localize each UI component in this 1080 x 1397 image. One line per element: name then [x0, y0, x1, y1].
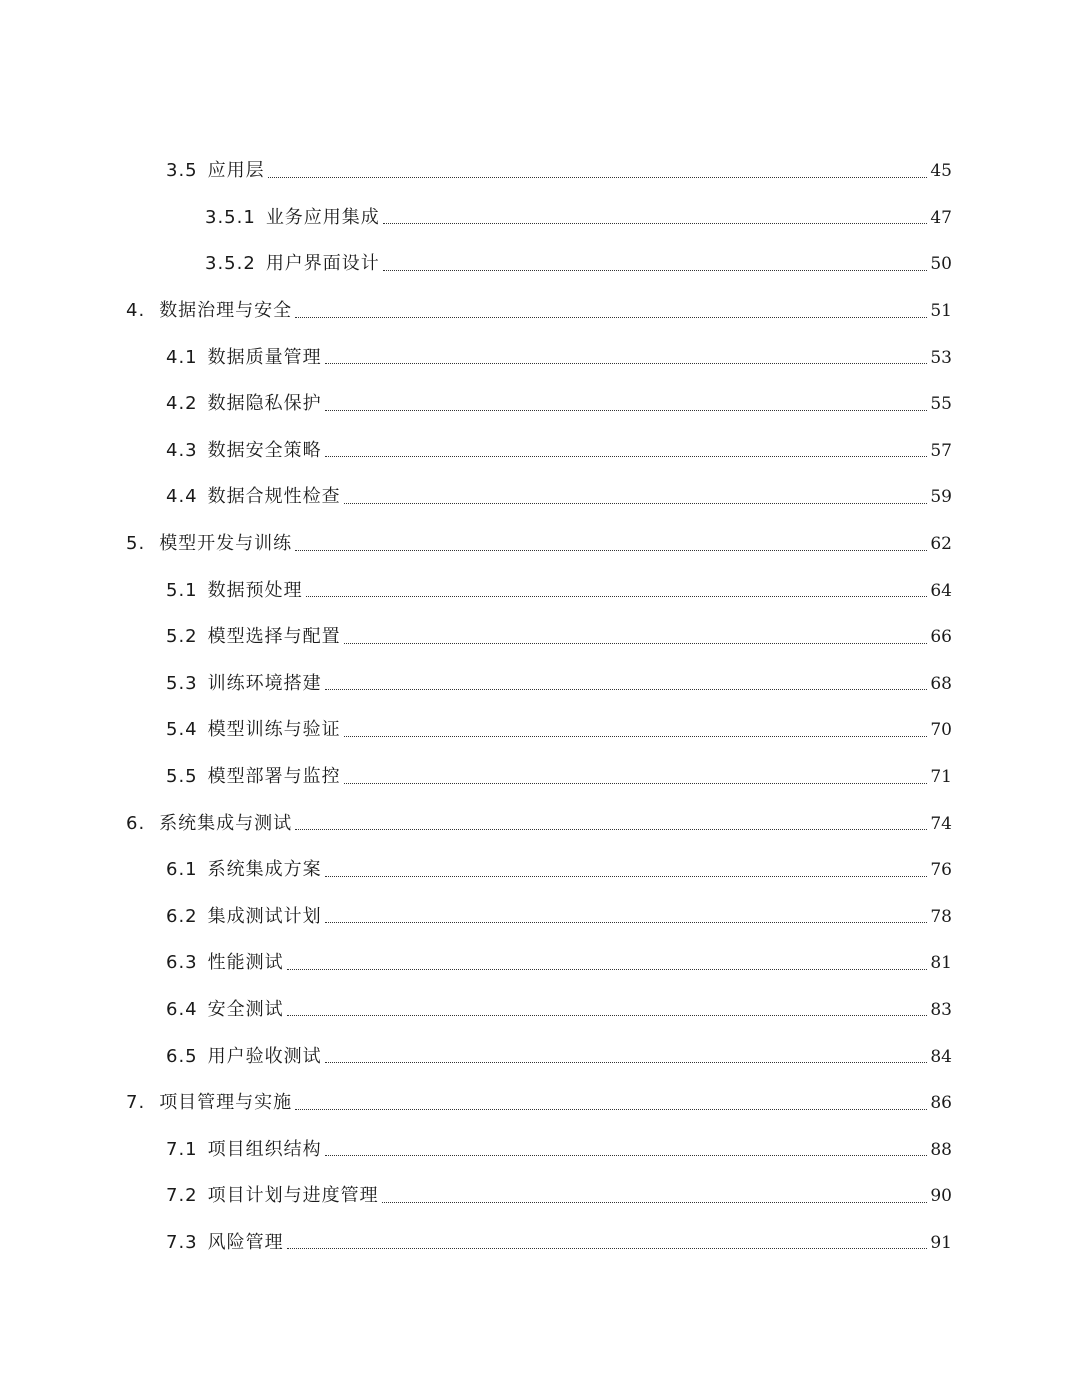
toc-section-title: 数据预处理 — [207, 579, 303, 601]
toc-section-number: 4.4 — [166, 486, 198, 508]
toc-page-number: 45 — [930, 161, 952, 182]
toc-entry[interactable] — [0, 754, 1080, 801]
toc-entry[interactable] — [0, 800, 1080, 847]
toc-section-number: 4.2 — [166, 393, 198, 415]
toc-section-number: 5.4 — [166, 719, 198, 741]
toc-page-number: 78 — [930, 906, 952, 927]
toc-section-number: 4. — [126, 300, 146, 322]
toc-dot-leader — [325, 456, 927, 457]
toc-page-number: 84 — [930, 1046, 952, 1067]
toc-section-title: 项目组织结构 — [207, 1138, 322, 1160]
toc-page-number: 51 — [930, 301, 952, 322]
toc-section-title: 模型部署与监控 — [207, 766, 341, 788]
toc-dot-leader — [344, 736, 927, 737]
toc-page-number: 71 — [930, 767, 952, 788]
toc-section-title: 安全测试 — [207, 998, 284, 1020]
toc-dot-leader — [383, 223, 927, 224]
toc-dot-leader — [325, 363, 927, 364]
toc-section-title: 模型训练与验证 — [207, 719, 341, 741]
toc-dot-leader — [325, 689, 927, 690]
toc-dot-leader — [287, 1015, 927, 1016]
toc-dot-leader — [344, 783, 927, 784]
toc-entry[interactable] — [0, 894, 1080, 941]
toc-entry[interactable] — [0, 661, 1080, 708]
toc-section-number: 6.1 — [166, 859, 198, 881]
toc-dot-leader — [344, 643, 927, 644]
toc-dot-leader — [325, 410, 927, 411]
toc-section-number: 6.4 — [166, 998, 198, 1020]
toc-dot-leader — [306, 596, 927, 597]
toc-section-number: 6.3 — [166, 952, 198, 974]
toc-section-number: 7.1 — [166, 1138, 198, 1160]
toc-page-number: 66 — [930, 627, 952, 648]
toc-section-title: 项目管理与实施 — [159, 1092, 293, 1114]
toc-page-number: 64 — [930, 580, 952, 601]
toc-dot-leader — [287, 969, 927, 970]
toc-section-title: 项目计划与进度管理 — [207, 1185, 379, 1207]
toc-entry[interactable] — [0, 987, 1080, 1034]
toc-entry[interactable] — [0, 1220, 1080, 1267]
toc-entry[interactable] — [0, 381, 1080, 428]
toc-entry[interactable] — [0, 428, 1080, 475]
toc-entry[interactable] — [0, 1126, 1080, 1173]
toc-page-number: 83 — [930, 999, 952, 1020]
toc-section-number: 3.5 — [166, 160, 198, 182]
toc-section-title: 系统集成方案 — [207, 859, 322, 881]
toc-page-number: 57 — [930, 440, 952, 461]
toc-section-title: 性能测试 — [207, 952, 284, 974]
toc-entry[interactable] — [0, 195, 1080, 242]
toc-page-number: 86 — [930, 1093, 952, 1114]
toc-page-number: 47 — [930, 207, 952, 228]
table-of-contents — [0, 148, 1080, 1266]
toc-entry[interactable] — [0, 567, 1080, 614]
toc-section-title: 业务应用集成 — [265, 206, 380, 228]
toc-section-title: 应用层 — [207, 160, 265, 182]
toc-section-title: 集成测试计划 — [207, 905, 322, 927]
toc-page-number: 68 — [930, 673, 952, 694]
toc-section-title: 数据隐私保护 — [207, 393, 322, 415]
toc-entry[interactable] — [0, 334, 1080, 381]
toc-page-number: 90 — [930, 1186, 952, 1207]
toc-dot-leader — [382, 1202, 927, 1203]
toc-dot-leader — [344, 503, 927, 504]
toc-page-number: 74 — [930, 813, 952, 834]
toc-entry[interactable] — [0, 1173, 1080, 1220]
toc-entry[interactable] — [0, 521, 1080, 568]
toc-entry[interactable] — [0, 288, 1080, 335]
toc-page-number: 70 — [930, 720, 952, 741]
toc-page-number: 50 — [930, 254, 952, 275]
toc-section-number: 4.1 — [166, 346, 198, 368]
toc-section-title: 训练环境搭建 — [207, 672, 322, 694]
toc-entry[interactable] — [0, 1033, 1080, 1080]
toc-dot-leader — [295, 1109, 927, 1110]
toc-section-number: 5.5 — [166, 766, 198, 788]
toc-dot-leader — [325, 1062, 927, 1063]
toc-dot-leader — [295, 829, 927, 830]
toc-section-title: 数据安全策略 — [207, 439, 322, 461]
toc-page-number: 76 — [930, 860, 952, 881]
toc-entry[interactable] — [0, 614, 1080, 661]
toc-section-title: 系统集成与测试 — [159, 812, 293, 834]
toc-section-number: 7.2 — [166, 1185, 198, 1207]
toc-dot-leader — [295, 550, 927, 551]
toc-entry[interactable] — [0, 940, 1080, 987]
toc-dot-leader — [325, 876, 927, 877]
toc-section-number: 3.5.1 — [205, 206, 256, 228]
toc-section-number: 6.5 — [166, 1045, 198, 1067]
toc-page-number: 62 — [930, 534, 952, 555]
toc-dot-leader — [287, 1248, 927, 1249]
toc-page-number: 81 — [930, 953, 952, 974]
toc-section-number: 5. — [126, 533, 146, 555]
toc-dot-leader — [325, 1155, 927, 1156]
toc-section-title: 模型开发与训练 — [159, 533, 293, 555]
toc-entry[interactable] — [0, 241, 1080, 288]
toc-section-number: 6. — [126, 812, 146, 834]
toc-section-number: 5.2 — [166, 626, 198, 648]
toc-section-number: 5.3 — [166, 672, 198, 694]
toc-section-number: 7.3 — [166, 1231, 198, 1253]
toc-entry[interactable] — [0, 148, 1080, 195]
toc-section-title: 模型选择与配置 — [207, 626, 341, 648]
toc-section-title: 用户验收测试 — [207, 1045, 322, 1067]
toc-section-title: 用户界面设计 — [265, 253, 380, 275]
toc-dot-leader — [383, 270, 927, 271]
toc-entry[interactable] — [0, 707, 1080, 754]
toc-section-number: 6.2 — [166, 905, 198, 927]
toc-entry[interactable] — [0, 474, 1080, 521]
toc-entry[interactable] — [0, 1080, 1080, 1127]
toc-section-title: 数据合规性检查 — [207, 486, 341, 508]
toc-section-number: 7. — [126, 1092, 146, 1114]
toc-section-number: 5.1 — [166, 579, 198, 601]
toc-section-title: 数据质量管理 — [207, 346, 322, 368]
toc-section-number: 3.5.2 — [205, 253, 256, 275]
toc-dot-leader — [268, 177, 927, 178]
toc-dot-leader — [295, 317, 927, 318]
toc-page-number: 59 — [930, 487, 952, 508]
toc-section-number: 4.3 — [166, 439, 198, 461]
toc-page-number: 53 — [930, 347, 952, 368]
toc-page-number: 88 — [930, 1139, 952, 1160]
toc-section-title: 数据治理与安全 — [159, 300, 293, 322]
toc-page-number: 55 — [930, 394, 952, 415]
toc-section-title: 风险管理 — [207, 1231, 284, 1253]
toc-page-number: 91 — [930, 1232, 952, 1253]
toc-entry[interactable] — [0, 847, 1080, 894]
toc-dot-leader — [325, 922, 927, 923]
